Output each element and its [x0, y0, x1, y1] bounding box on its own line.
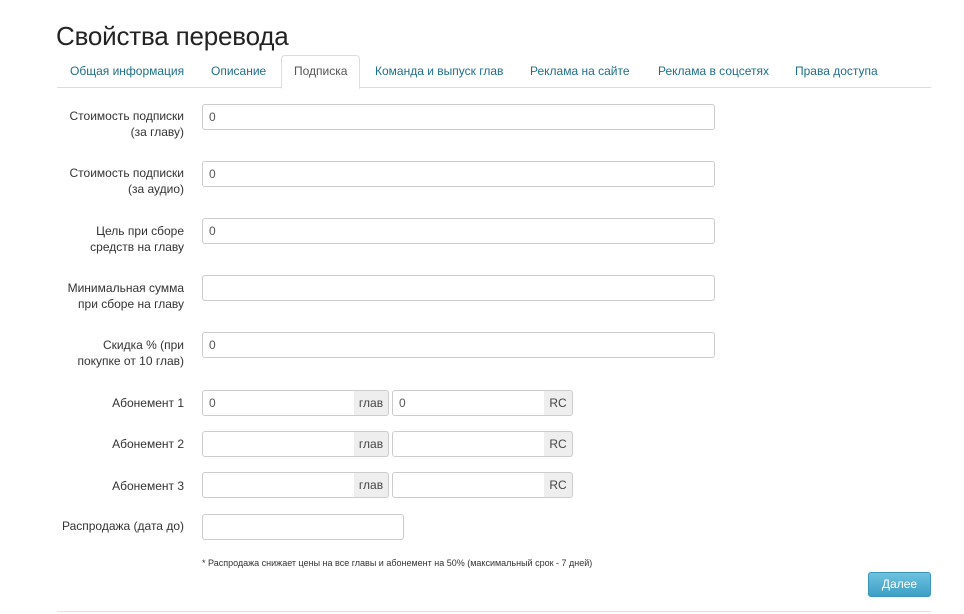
subscription-2-chapters-unit: глав — [354, 431, 389, 457]
min-amount-label — [58, 280, 184, 312]
min-amount-label-line2: при сборе на главу — [78, 297, 184, 311]
bottom-divider — [57, 611, 931, 612]
chapter-price-label — [58, 108, 184, 140]
subscription-3-chapters-input[interactable] — [202, 472, 355, 498]
audio-price-label-line1: Стоимость подписки — [69, 166, 184, 180]
audio-price-label — [58, 165, 184, 197]
chapter-price-label-line2: (за главу) — [130, 125, 184, 139]
tab-social-ads[interactable]: Реклама в соцсетях — [658, 64, 769, 78]
funding-goal-label-line1: Цель при сборе — [96, 224, 184, 238]
subscription-3-price-unit: RC — [544, 472, 573, 498]
subscription-2-price-input[interactable] — [392, 431, 545, 457]
funding-goal-input[interactable] — [202, 218, 715, 244]
tab-general-info[interactable]: Общая информация — [70, 64, 185, 78]
tab-access-rights[interactable]: Права доступа — [795, 64, 878, 78]
subscription-1-price-input[interactable] — [392, 390, 545, 416]
funding-goal-label — [58, 223, 184, 255]
subscription-3-chapters-unit: глав — [354, 472, 389, 498]
sale-date-input[interactable] — [202, 514, 404, 540]
tab-subscription[interactable]: Подписка — [281, 55, 360, 89]
chapter-price-label-line1: Стоимость подписки — [69, 109, 184, 123]
tab-description[interactable]: Описание — [211, 64, 267, 78]
subscription-3-price-input[interactable] — [392, 472, 545, 498]
min-amount-input[interactable] — [202, 275, 715, 301]
next-button[interactable]: Далее — [868, 572, 931, 597]
discount-label — [58, 337, 184, 369]
subscription-2-price-unit: RC — [544, 431, 573, 457]
chapter-price-input[interactable] — [202, 104, 715, 130]
sale-date-label: Распродажа (дата до) — [61, 519, 184, 533]
subscription-1-label: Абонемент 1 — [112, 396, 184, 410]
tab-bar — [57, 55, 931, 88]
subscription-2-label: Абонемент 2 — [112, 437, 184, 451]
page-title: Свойства перевода — [56, 21, 289, 52]
discount-input[interactable] — [202, 332, 715, 358]
subscription-1-chapters-unit: глав — [354, 390, 389, 416]
audio-price-label-line2: (за аудио) — [127, 182, 184, 196]
discount-label-line2: покупке от 10 глав) — [77, 354, 184, 368]
sale-note: * Распродажа снижает цены на все главы и абонемент на 50% (максимальный срок - 7 дней) — [202, 558, 593, 568]
subscription-2-chapters-input[interactable] — [202, 431, 355, 457]
min-amount-label-line1: Минимальная сумма — [67, 281, 184, 295]
tab-site-ads[interactable]: Реклама на сайте — [530, 64, 630, 78]
subscription-1-chapters-input[interactable] — [202, 390, 355, 416]
subscription-1-price-unit: RC — [544, 390, 573, 416]
tab-team-releases[interactable]: Команда и выпуск глав — [375, 64, 504, 78]
subscription-3-label: Абонемент 3 — [112, 479, 184, 493]
discount-label-line1: Скидка % (при — [102, 338, 184, 352]
audio-price-input[interactable] — [202, 161, 715, 187]
funding-goal-label-line2: средств на главу — [90, 240, 184, 254]
